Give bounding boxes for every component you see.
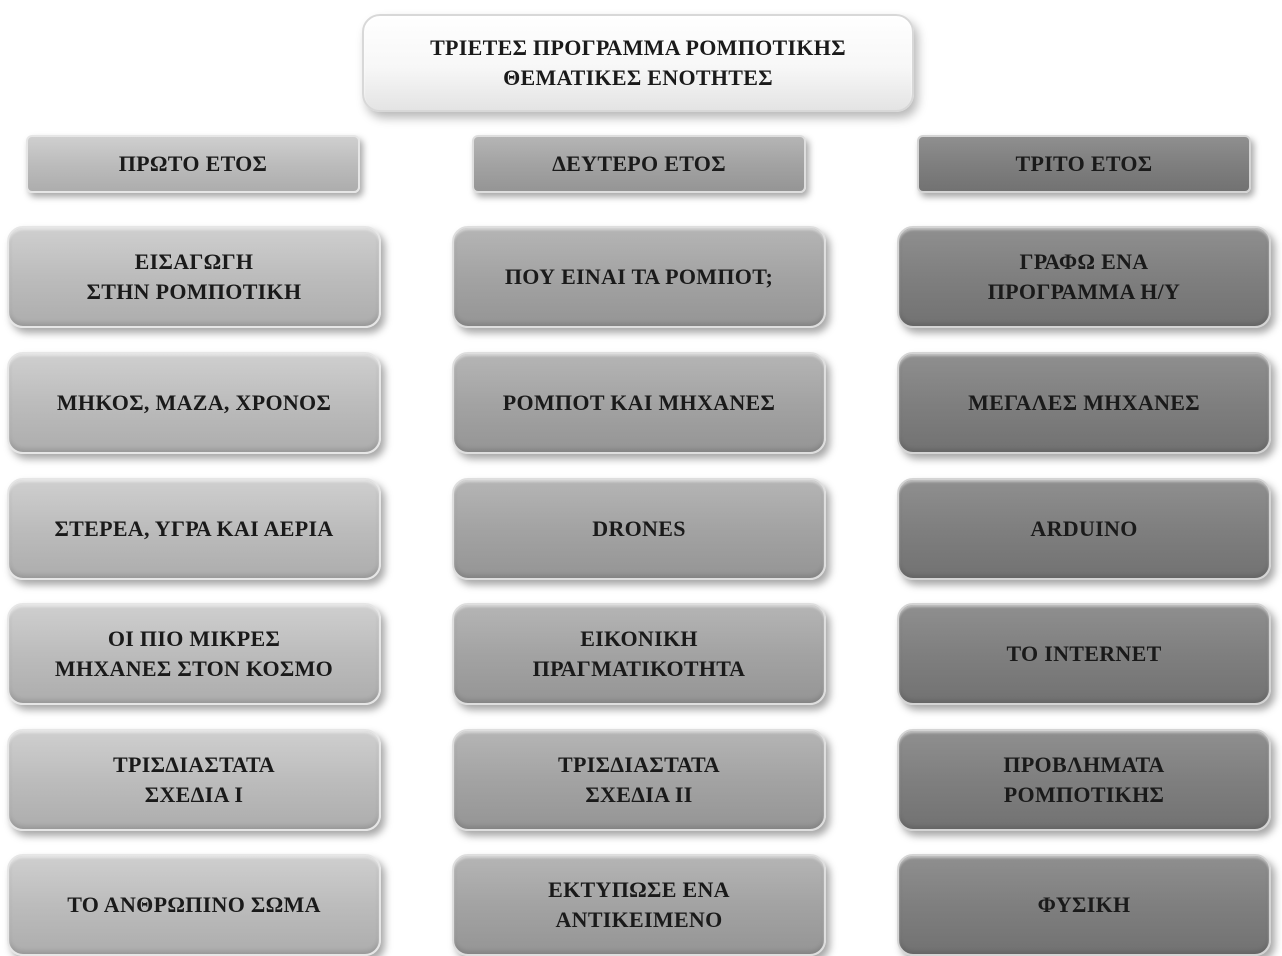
- topic-line-2: ΣΧΕΔΙΑ Ι: [144, 782, 244, 807]
- topic-box: [452, 854, 826, 956]
- topic-line-1: DRONES: [592, 516, 686, 541]
- topic-line-2: ΡΟΜΠΟΤΙΚΗΣ: [1003, 782, 1165, 807]
- topic-line-2: ΣΧΕΔΙΑ ΙΙ: [585, 782, 693, 807]
- topic-box: [7, 729, 381, 831]
- topic-box: [7, 352, 381, 454]
- diagram-title-box: [362, 14, 914, 112]
- topic-box: [452, 226, 826, 328]
- topic-line-1: ΜΕΓΑΛΕΣ ΜΗΧΑΝΕΣ: [968, 390, 1200, 415]
- topic-line-1: ΤΡΙΣΔΙΑΣΤΑΤΑ: [113, 752, 275, 777]
- topic-line-1: ΓΡΑΦΩ ΕΝΑ: [1019, 249, 1149, 274]
- topic-line-2: ΑΝΤΙΚΕΙΜΕΝΟ: [555, 907, 723, 932]
- topic-box: [897, 478, 1271, 580]
- topic-line-1: ΠΟΥ ΕΙΝΑΙ ΤΑ ΡΟΜΠΟΤ;: [504, 264, 774, 289]
- year-header-2: [472, 135, 806, 193]
- topic-line-1: ΕΙΚΟΝΙΚΗ: [580, 626, 698, 651]
- topic-line-1: ΦΥΣΙΚΗ: [1037, 892, 1131, 917]
- diagram-title-line-2: ΘΕΜΑΤΙΚΕΣ ΕΝΟΤΗΤΕΣ: [503, 65, 773, 90]
- topic-line-1: ΡΟΜΠΟΤ ΚΑΙ ΜΗΧΑΝΕΣ: [502, 390, 776, 415]
- topic-line-1: ΕΙΣΑΓΩΓΗ: [134, 249, 254, 274]
- topic-box: [897, 854, 1271, 956]
- topic-line-1: ΜΗΚΟΣ, ΜΑΖΑ, ΧΡΟΝΟΣ: [56, 390, 332, 415]
- topic-box: [7, 226, 381, 328]
- topic-box: [897, 603, 1271, 705]
- year-header-3-label: ΤΡΙΤΟ ΕΤΟΣ: [1015, 151, 1153, 176]
- topic-line-1: ΤΟ ΑΝΘΡΩΠΙΝΟ ΣΩΜΑ: [67, 892, 321, 917]
- topic-line-1: ΕΚΤΥΠΩΣΕ ΕΝΑ: [548, 877, 730, 902]
- topic-box: [7, 603, 381, 705]
- topic-box: [7, 478, 381, 580]
- topic-box: [897, 729, 1271, 831]
- topic-line-1: ΤΡΙΣΔΙΑΣΤΑΤΑ: [558, 752, 720, 777]
- topic-line-2: ΠΡΟΓΡΑΜΜΑ Η/Υ: [987, 279, 1181, 304]
- year-header-1: [26, 135, 360, 193]
- topic-line-2: ΣΤΗΝ ΡΟΜΠΟΤΙΚΗ: [86, 279, 302, 304]
- topic-box: [452, 352, 826, 454]
- topic-line-1: ΤΟ INTERNET: [1006, 641, 1162, 666]
- year-header-2-label: ΔΕΥΤΕΡΟ ΕΤΟΣ: [552, 151, 726, 176]
- topic-box: [452, 729, 826, 831]
- topic-line-2: ΠΡΑΓΜΑΤΙΚΟΤΗΤΑ: [532, 656, 746, 681]
- topic-line-1: ΟΙ ΠΙΟ ΜΙΚΡΕΣ: [107, 626, 281, 651]
- topic-line-1: ΠΡΟΒΛΗΜΑΤΑ: [1003, 752, 1165, 777]
- diagram-title-line-1: ΤΡΙΕΤΕΣ ΠΡΟΓΡΑΜΜΑ ΡΟΜΠΟΤΙΚΗΣ: [430, 35, 846, 60]
- topic-line-1: ARDUINO: [1030, 516, 1138, 541]
- year-header-1-label: ΠΡΩΤΟ ΕΤΟΣ: [118, 151, 268, 176]
- topic-line-2: ΜΗΧΑΝΕΣ ΣΤΟΝ ΚΟΣΜΟ: [54, 656, 334, 681]
- topic-box: [897, 226, 1271, 328]
- topic-line-1: ΣΤΕΡΕΑ, ΥΓΡΑ ΚΑΙ ΑΕΡΙΑ: [54, 516, 334, 541]
- year-header-3: [917, 135, 1251, 193]
- topic-box: [452, 478, 826, 580]
- topic-box: [7, 854, 381, 956]
- topic-box: [897, 352, 1271, 454]
- topic-box: [452, 603, 826, 705]
